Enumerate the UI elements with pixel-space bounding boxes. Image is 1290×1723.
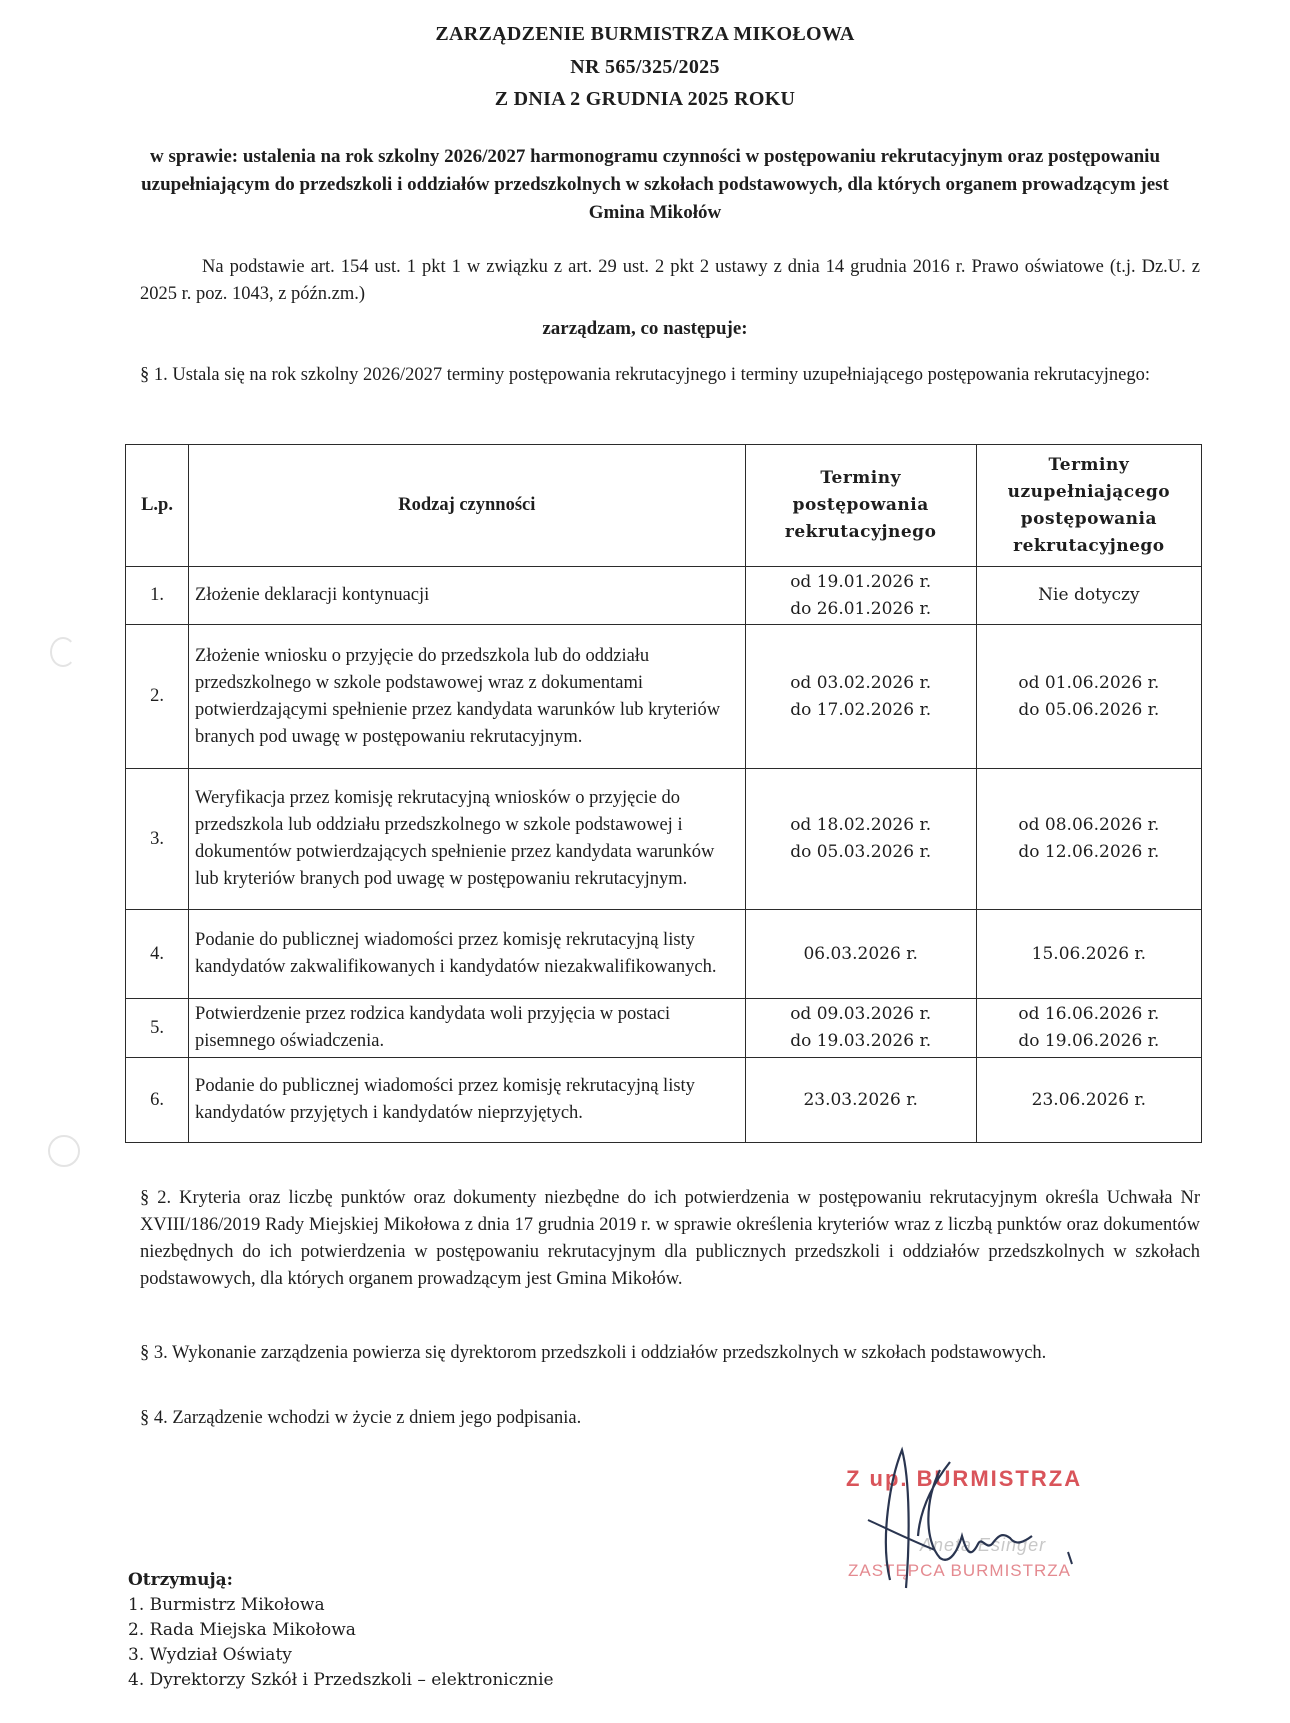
date-line: do 19.06.2026 r. bbox=[1018, 1031, 1160, 1051]
stamp-name: Aneta Esinger bbox=[920, 1535, 1047, 1555]
handwritten-signature bbox=[840, 1440, 1180, 1600]
cell-lp: 6. bbox=[126, 1058, 189, 1143]
date-line: do 05.03.2026 r. bbox=[790, 842, 932, 862]
header-lp: L.p. bbox=[126, 445, 189, 567]
cell-recruitment-dates bbox=[745, 769, 976, 910]
date-line: od 01.06.2026 r. bbox=[1018, 672, 1160, 693]
legal-basis: Na podstawie art. 154 ust. 1 pkt 1 w związku z art. 29 ust. 2 pkt 2 ustawy z dnia 14 grudnia 2016 r. Prawo oświatowe (t.j. Dz.U. z 2025 r. poz. 1043, z późn.zm.) bbox=[140, 257, 1200, 304]
cell-supplementary-dates bbox=[976, 567, 1201, 625]
schedule-table bbox=[125, 444, 1202, 1143]
decree-phrase: zarządzam, co następuje: bbox=[542, 318, 748, 339]
signature-stamp bbox=[840, 1440, 1180, 1600]
table-row bbox=[126, 910, 1202, 999]
header-activity: Rodzaj czynności bbox=[189, 445, 746, 567]
date-line: 23.03.2026 r. bbox=[803, 1089, 918, 1110]
date-line: od 08.06.2026 r. bbox=[1018, 815, 1160, 835]
cell-activity: Weryfikacja przez komisję rekrutacyjną wniosków o przyjęcie do przedszkola lub oddziału przedszkolnego w szkole podstawowej i dokumentów potwierdzających spełnienie przez kandydata warunków lub kryteriów branych pod uwagę w postępowaniu rekrutacyjnym. bbox=[189, 769, 746, 910]
cell-lp: 3. bbox=[126, 769, 189, 910]
punch-hole-mark bbox=[50, 637, 76, 667]
date-line: od 19.01.2026 r. bbox=[790, 571, 932, 592]
table-row bbox=[126, 567, 1202, 625]
cell-supplementary-dates bbox=[976, 625, 1201, 769]
table-row bbox=[126, 625, 1202, 769]
paragraph-4: § 4. Zarządzenie wchodzi w życie z dniem jego podpisania. bbox=[140, 1408, 582, 1428]
document-subject: w sprawie: ustalenia na rok szkolny 2026/2027 harmonogramu czynności w postępowaniu rekrutacyjnym oraz postępowaniu uzupełniającym do przedszkoli i oddziałów przedszkolnych w szkołach podstawowych, dla których organem prowadzącym jest Gmina Mikołów bbox=[141, 146, 1169, 223]
date-line: do 12.06.2026 r. bbox=[1018, 842, 1160, 862]
date-line: Nie dotyczy bbox=[1038, 585, 1140, 605]
recipient-item: 3. Wydział Oświaty bbox=[128, 1645, 292, 1665]
date-line: od 03.02.2026 r. bbox=[790, 672, 932, 693]
recipient-item: 2. Rada Miejska Mikołowa bbox=[128, 1620, 356, 1640]
cell-activity: Złożenie deklaracji kontynuacji bbox=[189, 567, 746, 625]
stamp-title: Z up. BURMISTRZA bbox=[846, 1466, 1083, 1491]
punch-hole-mark bbox=[48, 1135, 80, 1167]
recipient-item: 4. Dyrektorzy Szkół i Przedszkoli – elektronicznie bbox=[128, 1670, 554, 1690]
date-line: od 18.02.2026 r. bbox=[790, 815, 932, 835]
cell-lp: 5. bbox=[126, 999, 189, 1058]
date-line: do 17.02.2026 r. bbox=[790, 699, 932, 720]
table-row bbox=[126, 999, 1202, 1058]
cell-supplementary-dates bbox=[976, 999, 1201, 1058]
cell-activity: Podanie do publicznej wiadomości przez komisję rekrutacyjną listy kandydatów zakwalifikowanych i kandydatów niezakwalifikowanych. bbox=[189, 910, 746, 999]
header-supplementary-dates: Terminy uzupełniającego postępowania rekrutacyjnego bbox=[976, 445, 1201, 567]
cell-activity: Złożenie wniosku o przyjęcie do przedszkola lub do oddziału przedszkolnego w szkole podstawowej wraz z dokumentami potwierdzającymi spełnienie przez kandydata warunków lub kryteriów branych pod uwagę w postępowaniu rekrutacyjnym. bbox=[189, 625, 746, 769]
document-date: Z DNIA 2 GRUDNIA 2025 ROKU bbox=[494, 88, 796, 110]
cell-supplementary-dates bbox=[976, 769, 1201, 910]
cell-recruitment-dates bbox=[745, 999, 976, 1058]
date-line: 23.06.2026 r. bbox=[1031, 1089, 1147, 1110]
date-line: do 05.06.2026 r. bbox=[1018, 699, 1160, 720]
recipients-list bbox=[128, 1568, 554, 1693]
recipients-title: Otrzymują: bbox=[128, 1570, 233, 1590]
paragraph-1: § 1. Ustala się na rok szkolny 2026/2027 terminy postępowania rekrutacyjnego i terminy uzupełniającego postępowania rekrutacyjnego: bbox=[140, 365, 1151, 385]
cell-lp: 2. bbox=[126, 625, 189, 769]
cell-supplementary-dates bbox=[976, 1058, 1201, 1143]
table-row bbox=[126, 769, 1202, 910]
paragraph-2: § 2. Kryteria oraz liczbę punktów oraz dokumenty niezbędne do ich potwierdzenia w postępowaniu rekrutacyjnym określa Uchwała Nr XVIII/186/2019 Rady Miejskiej Mikołowa z dnia 17 grudnia 2019 r. w sprawie określenia kryteriów wraz z liczbą punktów oraz dokumentów niezbędnych do ich potwierdzenia w postępowaniu rekrutacyjnym dla publicznych przedszkoli i oddziałów przedszkolnych w szkołach podstawowych, dla których organem prowadzącym jest Gmina Mikołów. bbox=[140, 1188, 1200, 1289]
date-line: do 19.03.2026 r. bbox=[790, 1031, 932, 1051]
cell-recruitment-dates bbox=[745, 910, 976, 999]
date-line: 06.03.2026 r. bbox=[803, 943, 918, 964]
cell-lp: 4. bbox=[126, 910, 189, 999]
document-number: NR 565/325/2025 bbox=[570, 56, 720, 78]
header-recruitment-dates: Terminy postępowania rekrutacyjnego bbox=[745, 445, 976, 567]
cell-activity: Potwierdzenie przez rodzica kandydata woli przyjęcia w postaci pisemnego oświadczenia. bbox=[189, 999, 746, 1058]
date-line: 15.06.2026 r. bbox=[1031, 943, 1147, 964]
cell-recruitment-dates bbox=[745, 567, 976, 625]
cell-recruitment-dates bbox=[745, 625, 976, 769]
cell-supplementary-dates bbox=[976, 910, 1201, 999]
paragraph-3: § 3. Wykonanie zarządzenia powierza się dyrektorom przedszkoli i oddziałów przedszkolnych w szkołach podstawowych. bbox=[140, 1343, 1047, 1363]
cell-recruitment-dates bbox=[745, 1058, 976, 1143]
cell-activity: Podanie do publicznej wiadomości przez komisję rekrutacyjną listy kandydatów przyjętych i kandydatów nieprzyjętych. bbox=[189, 1058, 746, 1143]
table-row bbox=[126, 1058, 1202, 1143]
stamp-role: ZASTĘPCA BURMISTRZA bbox=[848, 1561, 1072, 1580]
date-line: do 26.01.2026 r. bbox=[790, 598, 932, 619]
date-line: od 16.06.2026 r. bbox=[1018, 1004, 1160, 1024]
recipient-item: 1. Burmistrz Mikołowa bbox=[128, 1595, 325, 1615]
document-title: ZARZĄDZENIE BURMISTRZA MIKOŁOWA bbox=[435, 23, 855, 45]
date-line: od 09.03.2026 r. bbox=[790, 1004, 932, 1024]
table-header-row bbox=[126, 445, 1202, 567]
cell-lp: 1. bbox=[126, 567, 189, 625]
